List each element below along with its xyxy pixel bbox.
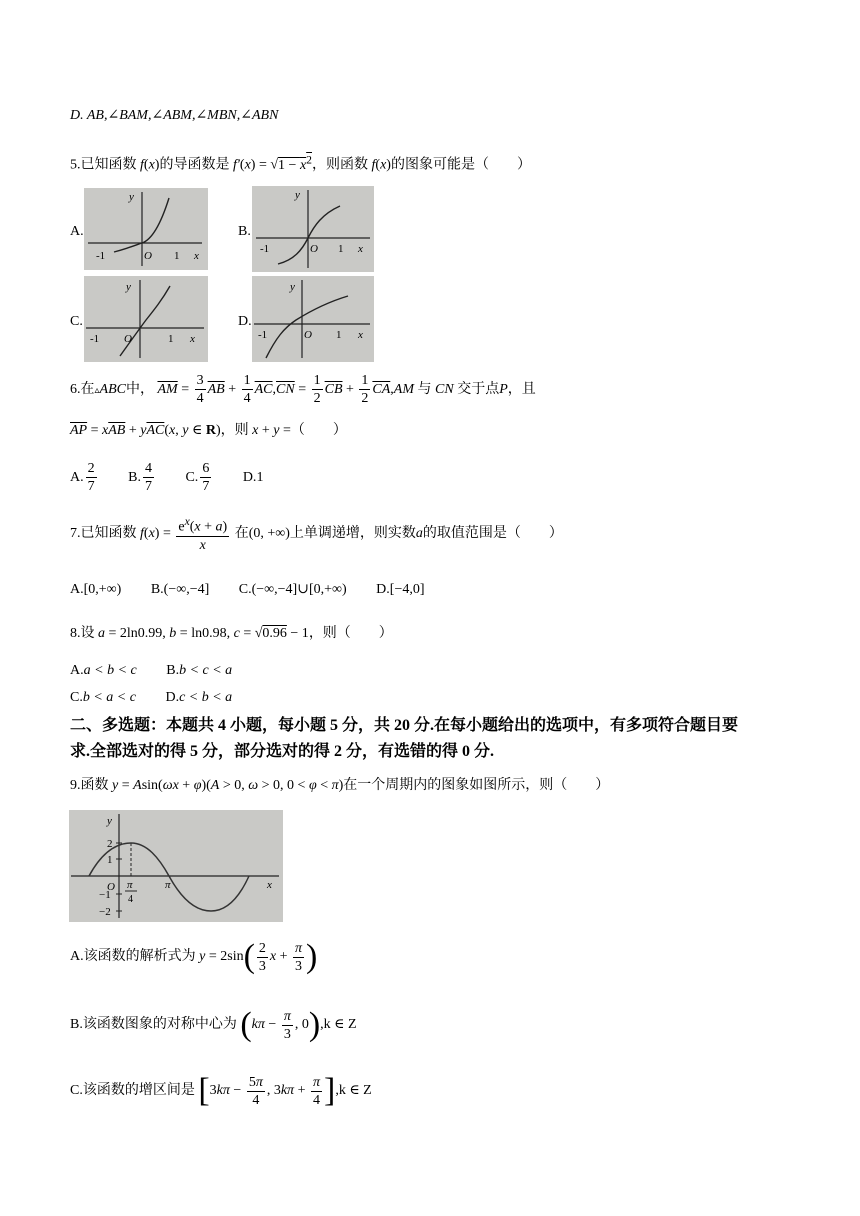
q9-option-a: A.该函数的解析式为 y = 2sin( $\frac{2}{3}$ x + $\frac{\pi}{3}$ ): [70, 938, 318, 975]
svg-text:y: y: [295, 189, 300, 201]
svg-text:O: O: [107, 881, 115, 893]
q5-option-c-graph: [84, 276, 208, 362]
svg-text:-1: -1: [96, 250, 106, 262]
q5-option-a-label: A.: [70, 224, 84, 239]
q5-option-c-label: C.: [70, 314, 83, 329]
svg-text:4: 4: [128, 894, 133, 905]
svg-text:1: 1: [174, 250, 180, 262]
q6-stem-line2: $\overline{AP} = x\overline{AB} + y\overline{AC}(x$, y ∈ R)，则 x + y =（ ）: [70, 423, 347, 438]
svg-text:O: O: [124, 333, 132, 345]
svg-text:x: x: [267, 879, 272, 891]
q8-options-row2: C.b < a < c D.c < b < a: [70, 690, 233, 705]
svg-text:y: y: [107, 815, 112, 827]
svg-text:-1: -1: [90, 333, 100, 345]
q8-stem: 8.设 a = 2ln0.99, b = ln0.98, c = √0.96 − 1，则（ ）: [70, 626, 393, 641]
svg-text:O: O: [144, 250, 152, 262]
q7-stem: 7.已知函数 f(x) = $\frac{e^x(x + a)}{x}$ 在(0, +∞)上单调递增，则实数a的取值范围是（ ）: [70, 515, 563, 554]
svg-text:y: y: [126, 281, 131, 293]
q6-stem-line1: 6.在▵ABC中， $\overline{AM}$ = $\frac{3}{4}$ $\overline{AB}$ + $\frac{1}{4}$ $\overline{AC},\overline{CN}$ = $\frac{1}{2}$ $\overline{CB}$ + $\frac{1}{2}$ $\overline{CA},AM$ 与 CN 交于点P，且: [70, 373, 536, 407]
svg-text:y: y: [129, 191, 134, 203]
svg-text:1: 1: [338, 243, 344, 255]
svg-text:O: O: [304, 329, 312, 341]
svg-text:x: x: [358, 329, 363, 341]
svg-text:x: x: [194, 250, 199, 262]
svg-text:-1: -1: [258, 329, 268, 341]
svg-text:x: x: [190, 333, 195, 345]
svg-text:π: π: [165, 879, 171, 891]
q5-option-d-graph: [252, 276, 374, 362]
svg-text:-1: -1: [260, 243, 270, 255]
q9-graph: [69, 810, 283, 922]
q5-option-b-label: B.: [238, 224, 251, 239]
section2-heading: 二、多选题：本题共 4 小题，每小题 5 分，共 20 分.在每小题给出的选项中，有多项符合题目要 求.全部选对的得 5 分，部分选对的得 2 分，有选错的得 0 分.: [70, 717, 739, 760]
q9-option-c: C.该函数的增区间是 [3kπ − $\frac{5\pi}{4}$ , 3kπ + $\frac{\pi}{4}$ ],k ∈ Z: [70, 1072, 372, 1109]
q7-options: A.[0,+∞) B.(−∞,−4] C.(−∞,−4]∪[0,+∞) D.[−4,0]: [70, 582, 425, 597]
svg-text:O: O: [310, 243, 318, 255]
q6-options: A. $\frac{2}{7}$ B. $\frac{4}{7}$ C. $\frac{6}{7}$ D.1: [70, 461, 264, 495]
svg-text:y: y: [290, 281, 295, 293]
svg-text:1: 1: [336, 329, 342, 341]
svg-text:π: π: [127, 879, 133, 891]
svg-text:2: 2: [107, 838, 113, 850]
q9-stem: 9.函数 y = Asin(ωx + φ)(A > 0, ω > 0, 0 < φ < π)在一个周期内的图象如图所示，则（ ）: [70, 778, 610, 793]
svg-text:x: x: [358, 243, 363, 255]
q8-options-row1: A.a < b < c B.b < c < a: [70, 663, 233, 678]
q5-stem: 5.已知函数 f(x)的导函数是 $f'(x) = √1 - x^2$，则函数 f(x)的图象可能是（ ）: [70, 153, 531, 173]
svg-text:1: 1: [107, 854, 113, 866]
q5-option-a-graph: [84, 188, 208, 270]
q5-option-b-graph: [252, 186, 374, 272]
svg-text:1: 1: [168, 333, 174, 345]
svg-text:−2: −2: [99, 906, 111, 918]
q4-option-d: D. AB,∠BAM,∠ABM,∠MBN,∠ABN: [70, 108, 279, 123]
q5-option-d-label: D.: [238, 314, 252, 329]
q9-option-b: B.该函数图象的对称中心为 (kπ − $\frac{\pi}{3}$ , 0),k ∈ Z: [70, 1006, 357, 1043]
svg-text:−1: −1: [99, 889, 111, 901]
